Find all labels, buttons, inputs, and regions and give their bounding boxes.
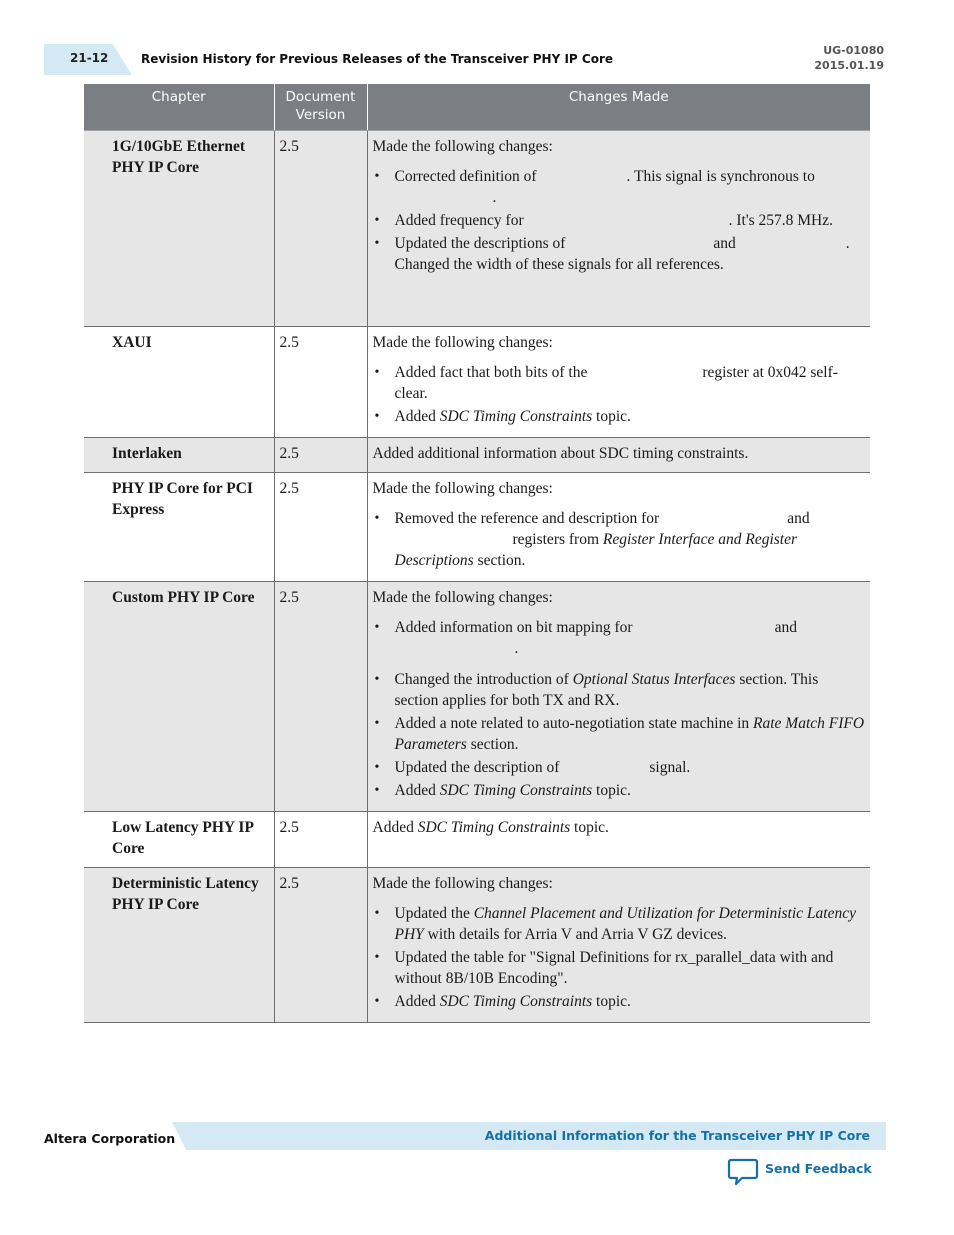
changes-lead: Made the following changes: — [372, 875, 553, 892]
list-item: • Updated the table for "Signal Definitions for rx_parallel_data with and without 8B/10B Encoding". — [374, 949, 834, 987]
section-link[interactable]: Additional Information for the Transceiver PHY IP Core — [484, 1128, 870, 1143]
version-cell: 2.5 — [274, 868, 367, 1023]
document-date: 2015.01.19 — [814, 59, 884, 72]
changes-cell — [367, 868, 870, 1023]
list-item: • Added SDC Timing Constraints topic. — [374, 782, 631, 799]
chapter-cell: Custom PHY IP Core — [84, 582, 274, 812]
bullet-icon: • — [374, 236, 380, 251]
version-cell: 2.5 — [274, 812, 367, 868]
changes-list — [373, 617, 866, 801]
table-row — [84, 131, 870, 327]
bullet-icon: • — [374, 760, 380, 775]
page-title: Revision History for Previous Releases of the Transceiver PHY IP Core — [141, 52, 613, 66]
chapter-cell: PHY IP Core for PCI Express — [84, 473, 274, 582]
document-id — [814, 43, 884, 73]
list-item: • Added SDC Timing Constraints topic. — [374, 408, 631, 425]
send-feedback-button[interactable] — [727, 1157, 872, 1187]
revision-history-table — [84, 84, 870, 1023]
bullet-icon: • — [374, 716, 380, 731]
version-cell: 2.5 — [274, 131, 367, 327]
changes-list — [373, 166, 866, 275]
table-row — [84, 327, 870, 438]
bullet-icon: • — [374, 672, 380, 687]
changes-list — [373, 903, 866, 1012]
list-item: • Removed the reference and description for andregisters from Register Interface and Register Descriptions section. — [374, 510, 810, 569]
chapter-cell: Interlaken — [84, 438, 274, 473]
bullet-icon: • — [374, 365, 380, 380]
list-item: • Updated the description of signal. — [374, 759, 691, 776]
list-item: • Added frequency for . It's 257.8 MHz. — [374, 212, 834, 229]
page-number: 21-12 — [70, 51, 109, 65]
bullet-icon: • — [374, 169, 380, 184]
chapter-cell: Deterministic Latency PHY IP Core — [84, 868, 274, 1023]
table-row — [84, 812, 870, 868]
column-header-version: Document Version — [274, 84, 367, 131]
changes-cell: Added SDC Timing Constraints topic. — [367, 812, 870, 868]
changes-lead: Made the following changes: — [372, 138, 553, 155]
chapter-cell: XAUI — [84, 327, 274, 438]
table-header-row — [84, 84, 870, 131]
table-row — [84, 473, 870, 582]
table-row — [84, 582, 870, 812]
list-item: • Added SDC Timing Constraints topic. — [374, 993, 631, 1010]
table-row — [84, 868, 870, 1023]
bullet-icon: • — [374, 906, 380, 921]
column-header-chapter: Chapter — [84, 84, 274, 131]
list-item: • Changed the introduction of Optional Status Interfaces section. This section applies for both TX and RX. — [374, 671, 819, 709]
version-cell: 2.5 — [274, 582, 367, 812]
bullet-icon: • — [374, 950, 380, 965]
speech-bubble-icon — [727, 1157, 759, 1187]
changes-cell — [367, 473, 870, 582]
changes-cell: Added additional information about SDC timing constraints. — [367, 438, 870, 473]
bullet-icon: • — [374, 409, 380, 424]
changes-list — [373, 362, 866, 427]
changes-lead: Made the following changes: — [372, 480, 553, 497]
version-cell: 2.5 — [274, 438, 367, 473]
changes-list — [373, 508, 866, 571]
bullet-icon: • — [374, 994, 380, 1009]
version-cell: 2.5 — [274, 473, 367, 582]
list-item: • Added a note related to auto-negotiation state machine in Rate Match FIFO Parameters section. — [374, 715, 865, 753]
changes-cell — [367, 327, 870, 438]
changes-lead: Made the following changes: — [372, 589, 553, 606]
bullet-icon: • — [374, 620, 380, 635]
chapter-cell: Low Latency PHY IP Core — [84, 812, 274, 868]
document-code: UG-01080 — [823, 44, 884, 57]
changes-lead: Made the following changes: — [372, 334, 553, 351]
list-item: • Added information on bit mapping for and. — [374, 619, 797, 657]
table-row — [84, 438, 870, 473]
bullet-icon: • — [374, 213, 380, 228]
company-name: Altera Corporation — [44, 1131, 176, 1146]
version-cell: 2.5 — [274, 327, 367, 438]
list-item: • Updated the Channel Placement and Utilization for Deterministic Latency PHY with details for Arria V and Arria V GZ devices. — [374, 905, 856, 943]
list-item: • Updated the descriptions of and . Changed the width of these signals for all references. — [374, 235, 850, 273]
changes-cell — [367, 131, 870, 327]
list-item: • Added fact that both bits of the register at 0x042 self-clear. — [374, 364, 838, 402]
column-header-changes: Changes Made — [367, 84, 870, 131]
chapter-cell: 1G/10GbE Ethernet PHY IP Core — [84, 131, 274, 327]
changes-cell — [367, 582, 870, 812]
send-feedback-label: Send Feedback — [765, 1161, 872, 1176]
list-item: • Corrected definition of . This signal is synchronous to. — [374, 168, 815, 206]
bullet-icon: • — [374, 783, 380, 798]
bullet-icon: • — [374, 511, 380, 526]
